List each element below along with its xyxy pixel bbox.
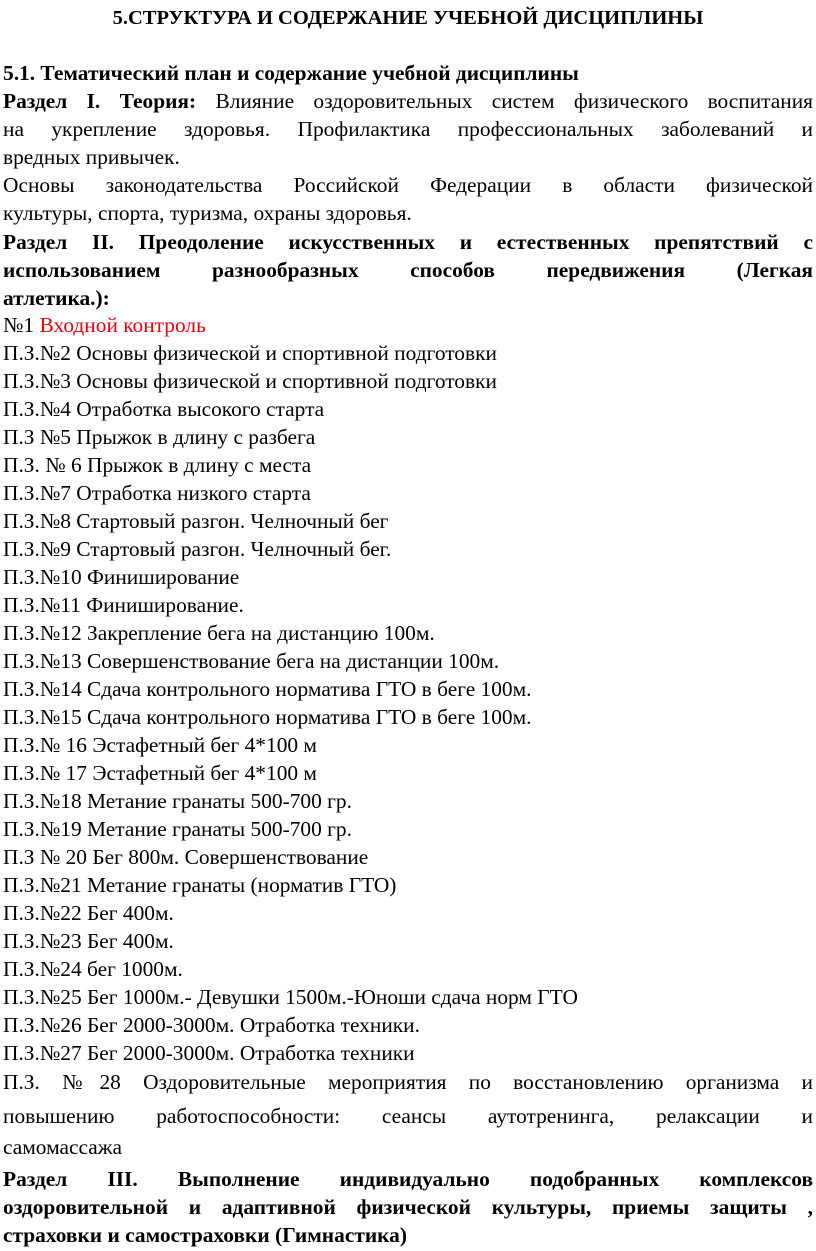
lesson-item: П.З.№12 Закрепление бега на дистанцию 100м. [3, 621, 435, 645]
entry-control [3, 311, 813, 339]
section1-line3: вредных привычек. [3, 145, 180, 169]
lesson-item: П.З.№14 Сдача контрольного норматива ГТО в беге 100м. [3, 677, 532, 701]
page-title: 5.СТРУКТУРА И СОДЕРЖАНИЕ УЧЕБНОЙ ДИСЦИПЛИНЫ [112, 7, 704, 29]
lesson-item: П.З.№8 Стартовый разгон. Челночный бег [3, 509, 389, 533]
lesson-item: П.З № 20 Бег 800м. Совершенствование [3, 845, 369, 869]
lesson-item: П.З.№15 Сдача контрольного норматива ГТО в беге 100м. [3, 705, 532, 729]
lesson28-line3: самомассажа [3, 1135, 122, 1159]
lesson-item: П.З.№4 Отработка высокого старта [3, 397, 325, 421]
section1-label: Раздел I. Теория: [3, 89, 197, 113]
lesson28-line2: повышению работоспособности: сеансы аутотренинга, релаксации и [3, 1104, 813, 1128]
lesson-item: П.З.№2 Основы физической и спортивной подготовки [3, 341, 497, 365]
lesson-item: П.З.№19 Метание гранаты 500-700 гр. [3, 817, 352, 841]
lesson-item: П.З.№23 Бег 400м. [3, 929, 174, 953]
section1-line2: на укрепление здоровья. Профилактика профессиональных заболеваний и [3, 117, 813, 141]
subtitle: 5.1. Тематический план и содержание учебной дисциплины [3, 61, 579, 85]
section3-line1: Раздел III. Выполнение индивидуально подобранных комплексов [3, 1167, 813, 1191]
section1-line1 [3, 87, 813, 115]
lesson-item: П.З.№18 Метание гранаты 500-700 гр. [3, 789, 352, 813]
lesson-item: П.З.№10 Финиширование [3, 565, 240, 589]
lesson-item: П.З.№25 Бег 1000м.- Девушки 1500м.-Юноши сдача норм ГТО [3, 985, 578, 1009]
lesson-item: П.З.№11 Финиширование. [3, 593, 244, 617]
lesson-item: П.З.№21 Метание гранаты (норматив ГТО) [3, 873, 397, 897]
lesson-item: П.З.№ 16 Эстафетный бег 4*100 м [3, 733, 317, 757]
lesson-item: П.З.№3 Основы физической и спортивной подготовки [3, 369, 497, 393]
entry-control-number: №1 [3, 313, 35, 337]
lesson-item: П.З №5 Прыжок в длину с разбега [3, 425, 316, 449]
section2-line3: атлетика.): [3, 286, 110, 310]
section1-line5: культуры, спорта, туризма, охраны здоровья. [3, 201, 412, 225]
lesson-item: П.З.№22 Бег 400м. [3, 901, 174, 925]
section1-text1: Влияние оздоровительных систем физического воспитания [196, 89, 813, 113]
lesson-item: П.З.№26 Бег 2000-3000м. Отработка техники. [3, 1013, 420, 1037]
section2-line2: использованием разнообразных способов передвижения (Легкая [3, 258, 813, 282]
section2-line1: Раздел II. Преодоление искусственных и естественных препятствий с [3, 230, 813, 254]
section3-line2: оздоровительной и адаптивной физической культуры, приемы защиты , [3, 1195, 813, 1219]
entry-control-text: Входной контроль [39, 313, 206, 337]
lesson-item: П.З.№7 Отработка низкого старта [3, 481, 311, 505]
lesson-item: П.З.№13 Совершенствование бега на дистанции 100м. [3, 649, 500, 673]
lesson-item: П.З.№ 17 Эстафетный бег 4*100 м [3, 761, 317, 785]
section3-line3: страховки и самостраховки (Гимнастика) [3, 1223, 407, 1247]
lesson-item: П.З.№9 Стартовый разгон. Челночный бег. [3, 537, 392, 561]
section1-line4: Основы законодательства Российской Федерации в области физической [3, 173, 813, 197]
lesson-item: П.З.№27 Бег 2000-3000м. Отработка техники [3, 1041, 415, 1065]
lesson-item: П.З.№24 бег 1000м. [3, 957, 183, 981]
lesson28-line1: П.З. №28 Оздоровительные мероприятия по восстановлению организма и [3, 1070, 813, 1094]
lesson-item: П.З. № 6 Прыжок в длину с места [3, 453, 312, 477]
